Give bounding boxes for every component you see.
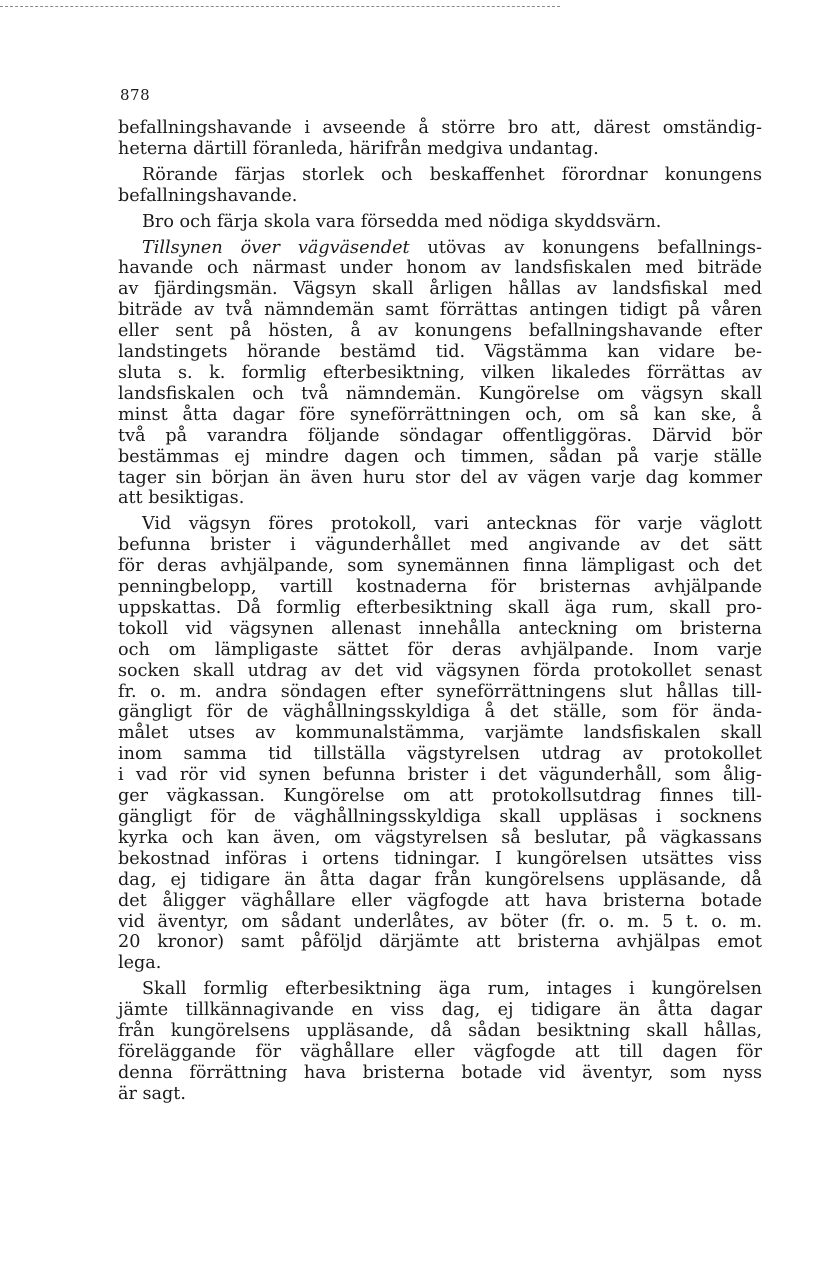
top-edge-rule	[0, 6, 560, 7]
text-line: gängligt för de väghållningsskyldiga skall uppläsas i socknens	[118, 807, 762, 827]
text-line: kyrka och kan även, om vägstyrelsen så beslutar, på vägkassans	[118, 827, 762, 848]
text-line: och om lämpligaste sättet för deras avhjälpande. Inom varje	[118, 639, 762, 660]
body-text	[118, 118, 762, 1105]
line-text: utövas av konungens befallnings-	[409, 237, 762, 258]
text-line: denna förrättning hava bristerna botade vid äventyr, som nyss	[118, 1062, 762, 1083]
text-line: bestämmas ej mindre dagen och timmen, sådan på varje ställe	[118, 446, 762, 467]
text-line: landsfiskalen och två nämndemän. Kungörelse om vägsyn skall	[118, 383, 762, 404]
text-line: minst åtta dagar före syneförrättningen och, om så kan ske, å	[118, 404, 762, 425]
paragraph	[118, 212, 762, 233]
text-line: det åligger väghållare eller vägfogde att hava bristerna botade	[118, 890, 762, 911]
text-line: vid äventyr, om sådant underlåtes, av böter (fr. o. m. 5 t. o. m.	[118, 911, 762, 932]
text-line: att besiktigas.	[118, 488, 245, 509]
text-line: sluta s. k. formlig efterbesiktning, vilken likaledes förrättas av	[118, 362, 762, 383]
text-line: två på varandra följande söndagar offentliggöras. Därvid bör	[118, 425, 762, 446]
page-number: 878	[120, 86, 151, 104]
paragraph	[118, 514, 762, 974]
text-line	[118, 238, 762, 259]
text-line: ger vägkassan. Kungörelse om att protokollsutdrag finnes till-	[118, 786, 762, 807]
text-line: jämte tillkännagivande en viss dag, ej tidigare än åtta dagar	[118, 1000, 762, 1021]
text-line: tager sin början än även huru stor del av vägen varje dag kommer	[118, 467, 762, 488]
text-line: eller sent på hösten, å av konungens befallningshavande efter	[118, 321, 762, 342]
text-line: för deras avhjälpande, som synemännen finna lämpligast och det	[118, 556, 762, 577]
italic-lead-phrase: Tillsynen över vägväsendet	[142, 237, 410, 258]
text-line: Bro och färja skola vara försedda med nödiga skyddsvärn.	[142, 211, 662, 232]
text-line: målet utses av kommunalstämma, varjämte landsfiskalen skall	[118, 723, 762, 744]
text-line: landstingets hörande bestämd tid. Vägstämma kan vidare be-	[118, 342, 762, 363]
text-line: dag, ej tidigare än åtta dagar från kungörelsens uppläsande, då	[118, 869, 762, 890]
text-line: Skall formlig efterbesiktning äga rum, intages i kungörelsen	[142, 979, 762, 1000]
text-line: inom samma tid tillställa vägstyrelsen utdrag av protokollet	[118, 744, 762, 765]
text-line: bekostnad införas i ortens tidningar. I kungörelsen utsättes viss	[118, 848, 762, 869]
text-line: föreläggande för väghållare eller vägfogde att till dagen för	[118, 1041, 762, 1062]
paragraph	[118, 979, 762, 1104]
text-line: penningbelopp, vartill kostnaderna för bristernas avhjälpande	[118, 577, 762, 598]
text-line: befallningshavande i avseende å större bro att, därest omständig-	[118, 118, 762, 138]
text-line: Vid vägsyn föres protokoll, vari antecknas för varje väglott	[142, 514, 762, 535]
text-line: biträde av två nämndemän samt förrättas antingen tidigt på våren	[118, 300, 762, 321]
text-line: befunna brister i vägunderhållet med angivande av det sätt	[118, 535, 762, 556]
text-line: havande och närmast under honom av landsfiskalen med biträde	[118, 258, 762, 279]
text-line: socken skall utdrag av det vid vägsynen förda protokollet senast	[118, 660, 762, 681]
paragraph	[118, 165, 762, 207]
text-line: 20 kronor) samt påföljd därjämte att bristerna avhjälpas emot	[118, 932, 762, 953]
paragraph	[118, 118, 762, 160]
text-line: heterna därtill föranleda, härifrån medgiva undantag.	[118, 138, 599, 159]
text-line: lega.	[118, 953, 162, 974]
text-line: av fjärdingsmän. Vägsyn skall årligen hållas av landsfiskal med	[118, 279, 762, 300]
text-line: är sagt.	[118, 1083, 186, 1104]
text-line: från kungörelsens uppläsande, då sådan besiktning skall hållas,	[118, 1021, 762, 1042]
text-line: tokoll vid vägsynen allenast innehålla anteckning om bristerna	[118, 618, 762, 639]
text-line: fr. o. m. andra söndagen efter syneförrättningens slut hållas till-	[118, 681, 762, 702]
text-line: Rörande färjas storlek och beskaffenhet förordnar konungens	[142, 164, 762, 185]
text-line: gängligt för de väghållningsskyldiga å det ställe, som för ända-	[118, 702, 762, 723]
paragraph	[118, 238, 762, 510]
text-line: i vad rör vid synen befunna brister i det vägunderhåll, som ålig-	[118, 765, 762, 786]
text-line: befallningshavande.	[118, 185, 298, 206]
text-line: uppskattas. Då formlig efterbesiktning skall äga rum, skall pro-	[118, 597, 762, 618]
